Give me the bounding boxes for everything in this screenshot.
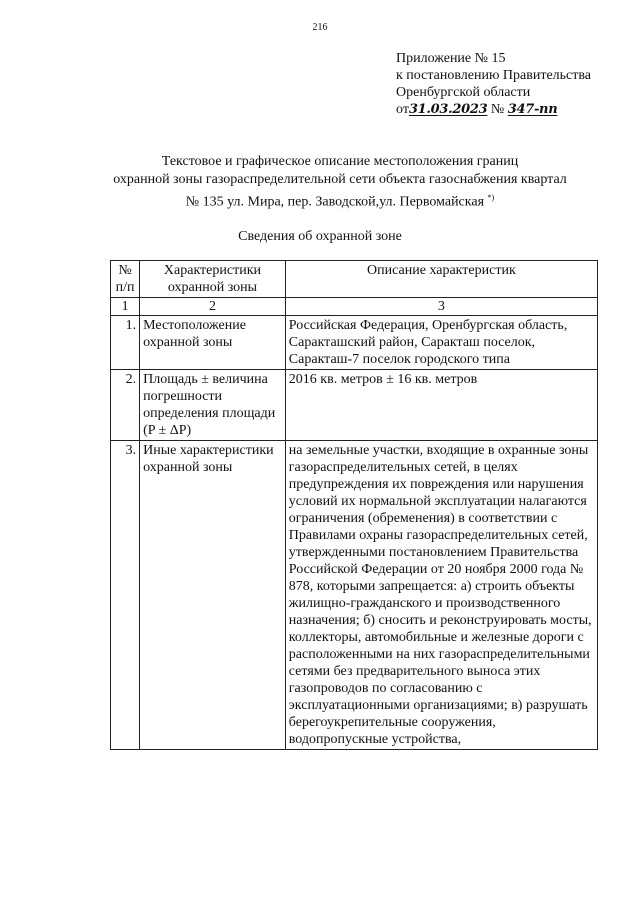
header-description: Описание характеристик [285,261,597,298]
appendix-region: Оренбургской области [396,85,531,100]
row-description: Российская Федерация, Оренбургская область, Саракташский район, Саракташ поселок, Саракташ-7 поселок городского типа [285,316,597,370]
row-number: 2. [111,370,140,441]
column-number-row [111,298,598,316]
row-description: 2016 кв. метров ± 16 кв. метров [285,370,597,441]
handwritten-number: 347-пп [507,102,558,117]
title-line-2: охранной зоны газораспределительной сети объекта газоснабжения квартал [113,172,567,187]
title-line-1: Текстовое и графическое описание местоположения границ [161,154,519,169]
header-number: № п/п [111,261,140,298]
section-subtitle: Сведения об охранной зоне [238,229,402,244]
number-prefix: № [490,102,505,117]
row-number: 1. [111,316,140,370]
table-header-row [111,261,598,298]
handwritten-date: 31.03.2023 [408,102,488,117]
footnote-mark: *) [487,193,495,202]
column-number: 2 [140,298,286,316]
page-number: 216 [312,22,328,33]
table-row [111,316,598,370]
appendix-date-line [396,101,591,118]
document-title [60,153,620,212]
row-characteristic: Иные характеристики охранной зоны [140,441,286,750]
title-line-3: № 135 ул. Мира, пер. Заводской,ул. Первомайская *) [185,193,495,210]
column-number: 3 [285,298,597,316]
zone-info-table [110,260,598,750]
appendix-title: Приложение № 15 [396,51,506,66]
appendix-decree: к постановлению Правительства [396,68,592,83]
row-number: 3. [111,441,140,750]
appendix-block [396,50,591,118]
table-row [111,441,598,750]
header-characteristic: Характеристики охранной зоны [140,261,286,298]
table-row [111,370,598,441]
column-number: 1 [111,298,140,316]
row-characteristic: Местоположение охранной зоны [140,316,286,370]
date-prefix: от [396,102,409,117]
row-description: на земельные участки, входящие в охранные зоны газораспределительных сетей, в целях предупреждения их повреждения или нарушения условий их нормальной эксплуатации налагаются ограничения (обременения) в соответствии с Правилами охраны газораспределительных сетей, утвержденными постановлением Правительства Российской Федерации от 20 ноября 2000 года № 878, которыми запрещается: а) строить объекты жилищно-гражданского и производственного назначения; б) сносить и реконструировать мосты, коллекторы, автомобильные и железные дороги с расположенными на них газораспределительными сетями без предварительного выноса этих газопроводов по согласованию с эксплуатационными организациями; в) разрушать берегоукрепительные сооружения, водопропускные устройства, [285,441,597,750]
row-characteristic: Площадь ± величина погрешности определения площади (P ± ΔP) [140,370,286,441]
